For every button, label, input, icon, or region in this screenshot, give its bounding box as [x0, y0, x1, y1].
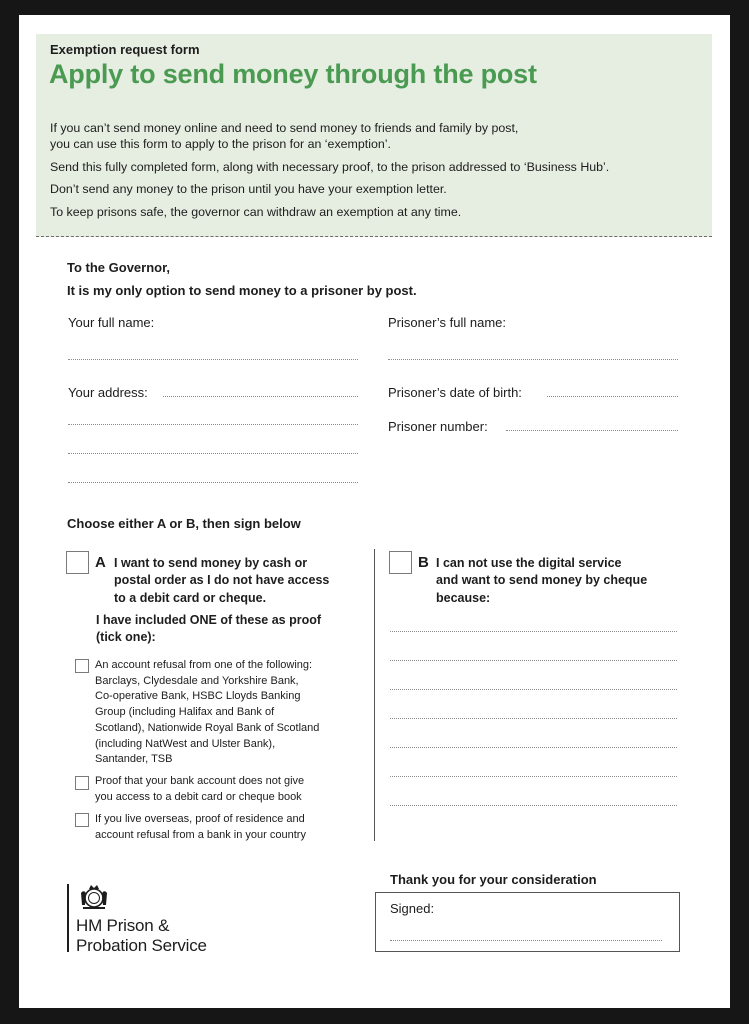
- statement: It is my only option to send money to a prisoner by post.: [67, 283, 417, 298]
- proof-3-line: account refusal from a bank in your country: [95, 828, 306, 841]
- reason-line-6[interactable]: [390, 776, 677, 777]
- signature-field[interactable]: [390, 940, 662, 941]
- proof-1-line: Group (including Halifax and Bank of: [95, 706, 275, 719]
- option-a-line-2: postal order as I do not have access: [114, 573, 330, 587]
- logo-bar: [67, 884, 69, 952]
- your-address-label: Your address:: [68, 385, 148, 400]
- intro-line-1a: If you can’t send money online and need to send money to friends and family by post,: [50, 121, 519, 135]
- org-name-line-1: HM Prison &: [76, 916, 170, 935]
- reason-line-5[interactable]: [390, 747, 677, 748]
- proof-1-line: An account refusal from one of the following:: [95, 659, 313, 671]
- intro-line-4: To keep prisons safe, the governor can withdraw an exemption at any time.: [50, 205, 462, 219]
- prisoner-name-label: Prisoner’s full name:: [388, 315, 507, 330]
- reason-line-4[interactable]: [390, 718, 677, 719]
- reason-line-1[interactable]: [390, 631, 677, 632]
- intro-line-3: Don’t send any money to the prison until you have your exemption letter.: [50, 182, 447, 196]
- proof-1-line: Santander, TSB: [95, 753, 173, 766]
- form-page: [19, 15, 730, 1008]
- reason-line-3[interactable]: [390, 689, 677, 690]
- proof-2-line: you access to a debit card or cheque book: [95, 790, 302, 803]
- proof-heading-2: (tick one):: [96, 630, 156, 644]
- your-address-field-4[interactable]: [68, 482, 358, 483]
- prisoner-dob-label: Prisoner’s date of birth:: [388, 385, 522, 400]
- intro-line-2: Send this fully completed form, along with necessary proof, to the prison addressed to ‘Business Hub’.: [50, 160, 610, 174]
- option-b-line-2: and want to send money by cheque: [436, 573, 648, 587]
- signed-label: Signed:: [390, 901, 435, 916]
- proof-3-line: If you live overseas, proof of residence and: [95, 813, 305, 825]
- your-name-label: Your full name:: [68, 315, 155, 330]
- proof-2-checkbox[interactable]: [75, 776, 89, 790]
- proof-2-line: Proof that your bank account does not give: [95, 775, 305, 787]
- prisoner-number-field[interactable]: [506, 430, 678, 431]
- option-a-checkbox[interactable]: [66, 551, 89, 574]
- prisoner-number-label: Prisoner number:: [388, 419, 488, 434]
- proof-1-checkbox[interactable]: [75, 659, 89, 673]
- intro-line-1b: you can use this form to apply to the prison for an ‘exemption’.: [50, 137, 391, 151]
- prisoner-name-field[interactable]: [388, 359, 678, 360]
- your-name-field[interactable]: [68, 359, 358, 360]
- reason-line-7[interactable]: [390, 805, 677, 806]
- column-divider: [374, 549, 375, 841]
- option-b-checkbox[interactable]: [389, 551, 412, 574]
- option-b-line-3: because:: [436, 591, 491, 605]
- proof-1-line: (including NatWest and Ulster Bank),: [95, 737, 276, 750]
- your-address-field-1[interactable]: [163, 396, 358, 397]
- org-name-line-2: Probation Service: [76, 936, 207, 955]
- option-a-line-3: to a debit card or cheque.: [114, 591, 267, 605]
- cut-line: [36, 236, 712, 237]
- choose-heading: Choose either A or B, then sign below: [67, 516, 301, 531]
- proof-heading-1: I have included ONE of these as proof: [96, 613, 322, 627]
- proof-1-line: Co-operative Bank, HSBC Lloyds Banking: [95, 690, 301, 703]
- thanks-text: Thank you for your consideration: [390, 872, 597, 887]
- salutation: To the Governor,: [67, 260, 171, 275]
- your-address-field-3[interactable]: [68, 453, 358, 454]
- option-a-letter: A: [95, 554, 106, 571]
- prisoner-dob-field[interactable]: [547, 396, 678, 397]
- proof-1-text: [95, 658, 319, 768]
- proof-1-line: Barclays, Clydesdale and Yorkshire Bank,: [95, 674, 299, 687]
- royal-crest-icon: [77, 883, 111, 916]
- option-a-line-1: I want to send money by cash or: [114, 556, 308, 570]
- reason-line-2[interactable]: [390, 660, 677, 661]
- proof-3-checkbox[interactable]: [75, 813, 89, 827]
- option-b-line-1: I can not use the digital service: [436, 556, 622, 570]
- page-title: Apply to send money through the post: [49, 59, 537, 89]
- your-address-field-2[interactable]: [68, 424, 358, 425]
- proof-2-text: [95, 774, 304, 805]
- form-eyebrow: Exemption request form: [50, 42, 200, 57]
- proof-1-line: Scotland), Nationwide Royal Bank of Scotland: [95, 721, 320, 734]
- proof-3-text: [95, 812, 306, 843]
- option-b-letter: B: [418, 554, 429, 571]
